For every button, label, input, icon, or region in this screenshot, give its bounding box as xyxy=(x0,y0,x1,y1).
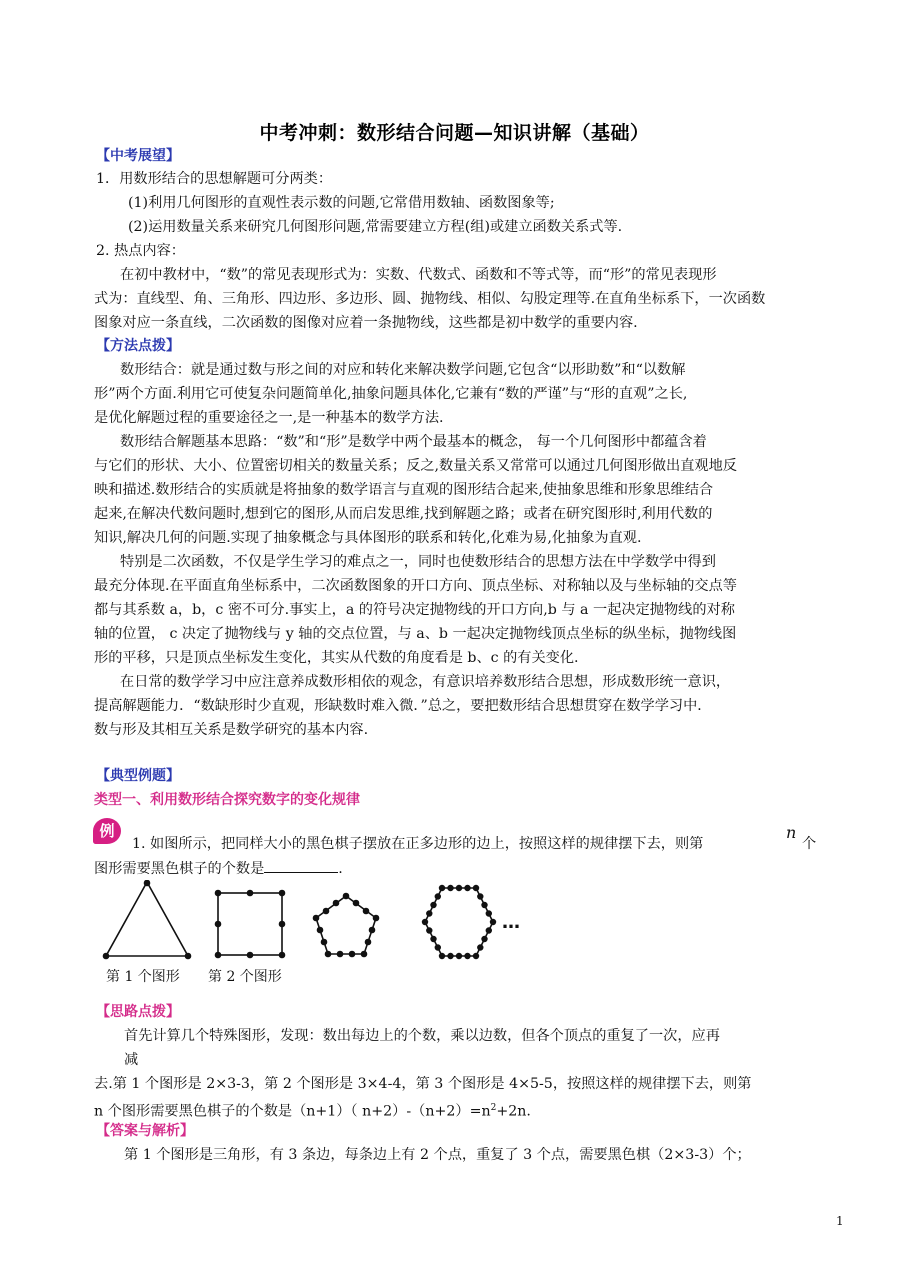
method-line-13: 形的平移，只是顶点坐标发生变化，其实从代数的角度看是 b、c 的有关变化. xyxy=(94,650,579,666)
method-line-10: 最充分体现.在平面直角坐标系中，二次函数图象的开口方向、顶点坐标、对称轴以及与坐标轴的交点等 xyxy=(94,578,737,594)
method-line-14: 在日常的数学学习中应注意养成数形相依的观念，有意识培养数形结合思想，形成数形统一意识， xyxy=(120,674,731,690)
hint-line-1: 首先计算几个特殊图形，发现：数出每边上的个数，乘以边数，但各个顶点的重复了一次，应再 xyxy=(124,1028,720,1044)
method-line-9: 特别是二次函数，不仅是学生学习的难点之一，同时也使数形结合的思想方法在中学数学中得到 xyxy=(120,554,716,570)
hint-header: 【思路点拨】 xyxy=(96,1004,180,1020)
method-line-12: 轴的位置， c 决定了抛物线与 y 轴的交点位置，与 a、b 一起决定抛物线顶点坐标的纵坐标，抛物线图 xyxy=(94,626,737,642)
example-line-2-text: 图形需要黑色棋子的个数是 xyxy=(94,861,265,877)
hint-line-2: 减 xyxy=(124,1052,139,1068)
figure-caption-1: 第 1 个图形 xyxy=(106,969,180,985)
example-line-1: 1. 如图所示，把同样大小的黑色棋子摆放在正多边形的边上，按照这样的规律摆下去，则第 xyxy=(132,836,704,852)
answer-header: 【答案与解析】 xyxy=(96,1123,194,1139)
outlook-header: 【中考展望】 xyxy=(96,148,180,164)
example-line-1-end: 个 xyxy=(802,836,817,852)
pentagon-figure xyxy=(313,893,380,958)
hint-line-4-text: n 个图形需要黑色棋子的个数是（n+1）（ n+2）-（n+2）=n xyxy=(94,1103,491,1120)
method-line-15: 提高解题能力．“数缺形时少直观，形缺数时难入微．”总之，要把数形结合思想贯穿在数学学习中． xyxy=(94,698,712,714)
outlook-line-3: (2)运用数量关系来研究几何图形问题,常需要建立方程(组)或建立函数关系式等. xyxy=(128,219,623,235)
outlook-line-5: 在初中教材中，“数”的常见表现形式为：实数、代数式、函数和不等式等，而“形”的常见表现形 xyxy=(120,267,717,283)
outlook-line-7: 图象对应一条直线，二次函数的图像对应着一条抛物线，这些都是初中数学的重要内容. xyxy=(94,315,638,331)
answer-line-1: 第 1 个图形是三角形，有 3 条边，每条边上有 2 个点，重复了 3 个点，需要黑色棋（2×3-3）个； xyxy=(124,1147,751,1163)
method-line-1: 数形结合：就是通过数与形之间的对应和转化来解决数学问题,它包含“以形助数”和“以数解 xyxy=(120,362,686,378)
figure-caption-2: 第 2 个图形 xyxy=(208,969,282,985)
method-line-16: 数与形及其相互关系是数学研究的基本内容. xyxy=(94,722,369,738)
hint-line-3: 去.第 1 个图形是 2×3-3，第 2 个图形是 3×4-4，第 3 个图形是 4×5-5，按照这样的规律摆下去，则第 xyxy=(94,1076,752,1092)
method-line-4: 数形结合解题基本思路：“数”和“形”是数学中两个最基本的概念， 每一个几何图形中都蕴含着 xyxy=(120,434,707,450)
square-figure xyxy=(215,890,286,959)
answer-blank xyxy=(264,858,338,873)
method-line-6: 映和描述.数形结合的实质就是将抽象的数学语言与直观的图形结合起来,使抽象思维和形象思维结合 xyxy=(94,482,714,498)
outlook-line-1: 1．用数形结合的思想解题可分两类： xyxy=(96,171,333,187)
outlook-line-2: (1)利用几何图形的直观性表示数的问题,它常借用数轴、函数图象等; xyxy=(128,195,555,211)
method-line-11: 都与其系数 a，b，c 密不可分.事实上，a 的符号决定抛物线的开口方向,b 与 a 一起决定抛物线的对称 xyxy=(94,602,735,618)
hexagon-figure xyxy=(422,885,496,959)
method-line-5: 与它们的形状、大小、位置密切相关的数量关系；反之,数量关系又常常可以通过几何图形做出直观地反 xyxy=(94,458,737,474)
method-line-8: 知识,解决几何的问题.实现了抽象概念与具体图形的联系和转化,化难为易,化抽象为直观. xyxy=(94,530,642,546)
method-line-2: 形”两个方面.利用它可使复杂问题简单化,抽象问题具体化,它兼有“数的严谨”与“形的直观”之长, xyxy=(94,386,688,402)
page-title: 中考冲刺：数形结合问题—知识讲解（基础） xyxy=(259,122,650,144)
variable-n: n xyxy=(786,823,797,842)
method-line-7: 起来,在解决代数问题时,想到它的图形,从而启发思维,找到解题之路；或者在研究图形时,利用代数的 xyxy=(94,506,713,522)
hint-line-4-end: +2n. xyxy=(496,1103,531,1120)
outlook-line-6: 式为：直线型、角、三角形、四边形、多边形、圆、抛物线、相似、勾股定理等.在直角坐标系下，一次函数 xyxy=(94,291,766,307)
example-badge: 例 xyxy=(93,818,121,844)
example-line-2-end: . xyxy=(338,861,343,877)
ellipsis-mark: … xyxy=(502,912,520,933)
method-line-3: 是优化解题过程的重要途径之一,是一种基本的数学方法. xyxy=(94,410,444,426)
triangle-figure xyxy=(103,880,192,959)
example-line-2 xyxy=(94,858,343,879)
examples-header: 【典型例题】 xyxy=(96,768,180,784)
page-number: 1 xyxy=(836,1214,844,1228)
outlook-line-4: 2. 热点内容： xyxy=(96,243,185,259)
method-header: 【方法点拨】 xyxy=(96,338,180,354)
exponent-2: 2 xyxy=(490,1103,497,1113)
hint-line-4 xyxy=(94,1098,531,1122)
type1-title: 类型一、利用数形结合探究数字的变化规律 xyxy=(94,792,360,808)
